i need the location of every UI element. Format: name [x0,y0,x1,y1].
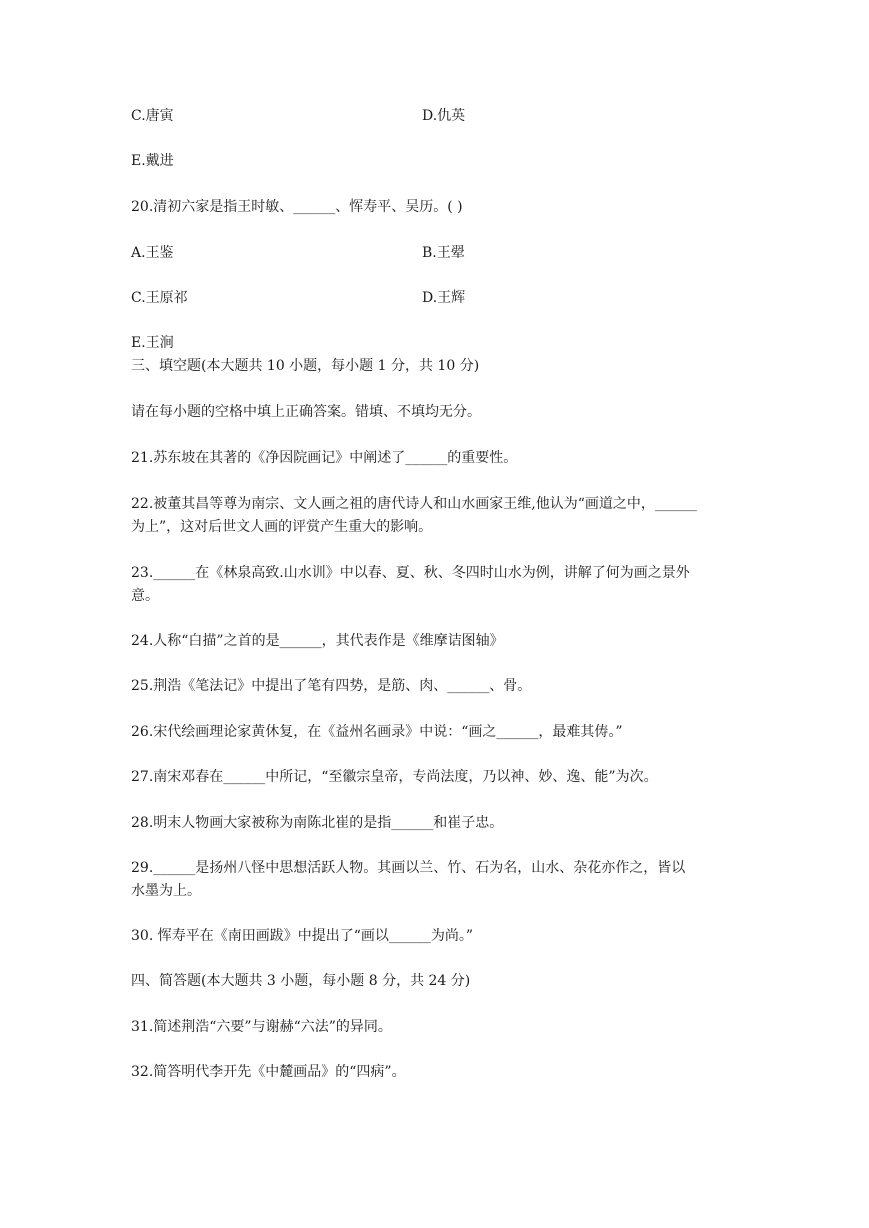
section3-instruction: 请在每小题的空格中填上正确答案。错填、不填均无分。 [131,404,481,420]
question-31: 31.简述荆浩“六要”与谢赫“六法”的异同。 [131,1019,392,1035]
question-28: 28.明末人物画大家被称为南陈北崔的是指______和崔子忠。 [131,815,504,831]
q20-option-d: D.王辉 [422,290,466,306]
section4-heading: 四、简答题(本大题共 3 小题，每小题 8 分，共 24 分) [131,973,471,989]
question-22-line1: 22.被董其昌等尊为南宗、文人画之祖的唐代诗人和山水画家王维,他认为“画道之中，______ [131,496,697,512]
question-23-line1: 23.______在《林泉高致.山水训》中以春、夏、秋、冬四时山水为例，讲解了何为画之景外 [131,565,690,581]
q20-option-c: C.王原祁 [131,290,188,306]
q19-option-c: C.唐寅 [131,108,174,124]
question-22-line2: 为上”，这对后世文人画的评赏产生重大的影响。 [131,519,433,535]
q20-option-b: B.王翚 [422,245,465,261]
question-30: 30. 恽寿平在《南田画跋》中提出了“画以______为尚。” [131,928,474,944]
q20-stem: 20.清初六家是指王时敏、______、恽寿平、吴历。( ) [131,199,463,215]
question-25: 25.荆浩《笔法记》中提出了笔有四势，是筋、肉、______、骨。 [131,678,532,694]
question-29-line1: 29.______是扬州八怪中思想活跃人物。其画以兰、竹、石为名，山水、杂花亦作之，皆以 [131,860,686,876]
question-32: 32.简答明代李开先《中麓画品》的“四病”。 [131,1064,406,1080]
question-24: 24.人称“白描”之首的是______，其代表作是《维摩诘图轴》 [131,633,504,649]
section3-heading: 三、填空题(本大题共 10 小题，每小题 1 分，共 10 分) [131,358,480,374]
question-26: 26.宋代绘画理论家黄休复，在《益州名画录》中说：“画之______，最难其俦。” [131,724,623,740]
question-29-line2: 水墨为上。 [131,883,201,899]
q19-option-e: E.戴进 [131,153,174,169]
q19-option-d: D.仇英 [422,108,466,124]
q20-option-a: A.王鉴 [131,245,174,261]
question-21: 21.苏东坡在其著的《净因院画记》中阐述了______的重要性。 [131,450,518,466]
question-27: 27.南宋邓春在______中所记，“至徽宗皇帝，专尚法度，乃以神、妙、逸、能”为次。 [131,769,658,785]
question-23-line2: 意。 [131,588,159,604]
q20-option-e: E.王涧 [131,335,174,351]
